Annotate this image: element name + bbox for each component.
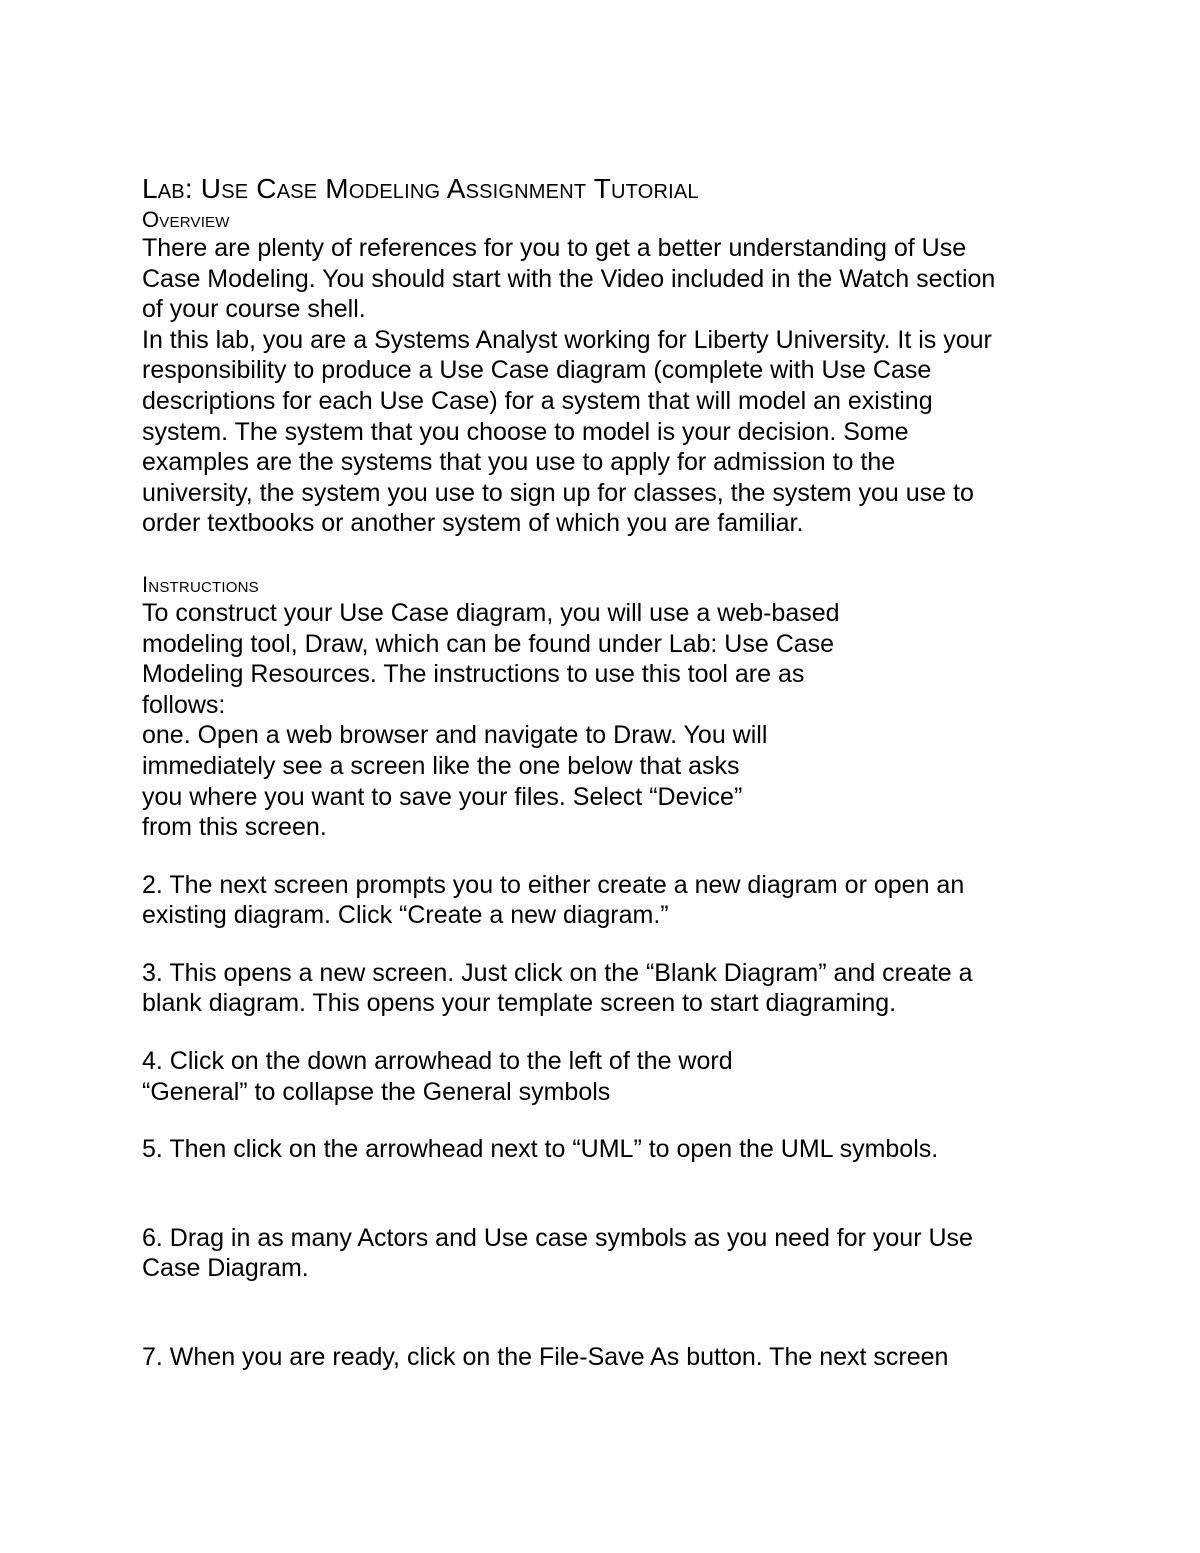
spacer [142,1165,1072,1223]
spacer [142,539,1072,571]
instructions-heading: Instructions [142,571,259,597]
instructions-intro: To construct your Use Case diagram, you will use a web-based modeling tool, Draw, which can be found under Lab: Use Case Modeling Resources. The instructions to use this tool are as follows: [142,598,840,719]
overview-heading: Overview [142,207,230,232]
overview-paragraph-2: In this lab, you are a Systems Analyst working for Liberty University. It is your responsibility to produce a Use Case diagram (complete with Use Case descriptions for each Use Case) for a system that will model an existing system. The system that you choose to model is your decision. Some examples are the systems that you use to apply for admission to the university, the system you use to sign up for classes, the system you use to order textbooks or another system of which you are familiar. [142,325,992,538]
instruction-step-3: 3. This opens a new screen. Just click on the “Blank Diagram” and create a blank diagram. This opens your template screen to start diagraming. [142,958,973,1018]
instruction-step-2: 2. The next screen prompts you to either create a new diagram or open an existing diagram. Click “Create a new diagram.” [142,870,965,930]
document-title: Lab: Use Case Modeling Assignment Tutorial [142,173,699,204]
overview-paragraph-1: There are plenty of references for you to get a better understanding of Use Case Modeling. You should start with the Video included in the Watch section of your course shell. [142,234,996,324]
document-content [142,172,1072,1373]
instruction-step-6: 6. Drag in as many Actors and Use case symbols as you need for your Use Case Diagram. [142,1223,973,1283]
spacer [142,1107,1072,1134]
instruction-step-4: 4. Click on the down arrowhead to the left of the word “General” to collapse the General symbols [142,1047,733,1106]
spacer [142,1019,1072,1046]
spacer [142,931,1072,958]
instruction-step-7: 7. When you are ready, click on the File-Save As button. The next screen [142,1343,949,1372]
spacer [142,1284,1072,1342]
spacer [142,843,1072,870]
instruction-step-5: 5. Then click on the arrowhead next to “UML” to open the UML symbols. [142,1135,939,1164]
instruction-step-1: one. Open a web browser and navigate to Draw. You will immediately see a screen like the one below that asks you where you want to save your files. Select “Device” from this screen. [142,721,768,842]
